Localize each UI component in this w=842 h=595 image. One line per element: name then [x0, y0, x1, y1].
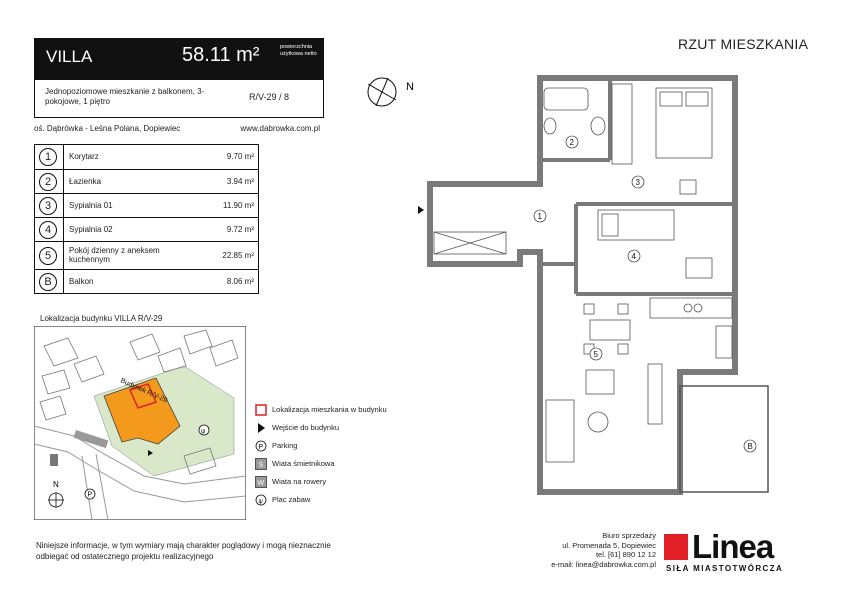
legend-label: Wiata śmietnikowa: [272, 459, 335, 468]
legend-label: Parking: [272, 441, 298, 450]
dining-set: [584, 304, 630, 354]
room-area: 22.85 m²: [222, 251, 254, 260]
legend-label: Wejście do budynku: [272, 423, 339, 432]
room-number: 4: [39, 221, 57, 239]
built-in-cabinets: [434, 232, 506, 254]
entrance-arrow-icon: [418, 206, 424, 214]
room-mark: 5: [593, 350, 598, 359]
legend-label: Plac zabaw: [272, 495, 311, 504]
linea-logo: [664, 530, 814, 578]
apartment-description: Jednopoziomowe mieszkanie z balkonem, 3-pokojowe, 1 piętro: [45, 87, 205, 106]
svg-text:W: W: [257, 480, 265, 487]
logo-red-square: [664, 534, 688, 560]
sales-office-email[interactable]: e-mail: linea@dabrowka.com.pl: [551, 559, 656, 569]
sales-office-label: Biuro sprzedaży: [602, 531, 656, 540]
entrance-arrow-icon: [255, 422, 267, 434]
legend-label: Lokalizacja mieszkania w budynku: [272, 405, 387, 414]
room-area: 8.06 m²: [226, 277, 254, 286]
svg-text:P: P: [258, 444, 264, 451]
room-area: 9.70 m²: [226, 152, 254, 161]
room-table: [34, 144, 259, 294]
kitchen-units: [650, 298, 732, 358]
apartment-type: VILLA: [46, 47, 93, 66]
room-name: Pokój dzienny z aneksem kuchennym: [69, 246, 160, 264]
sales-office-phone[interactable]: tel. [61] 890 12 12: [595, 550, 656, 559]
exterior-walls: [430, 78, 735, 492]
room-mark: B: [747, 442, 753, 451]
room-number: 5: [39, 247, 57, 265]
plan-north: N: [406, 81, 414, 93]
room-name: Sypialnia 01: [69, 201, 113, 210]
room-mark: 1: [537, 212, 542, 221]
room-area: 3.94 m²: [226, 177, 254, 186]
address: oś. Dąbrówka - Leśna Polana, Dopiewiec: [34, 124, 181, 133]
room-mark: 4: [631, 252, 636, 261]
apartment-area: 58.11 m²: [182, 44, 260, 66]
single-bed: [598, 210, 712, 278]
disclaimer: [36, 540, 416, 562]
north-compass-icon: [368, 78, 414, 106]
bike-shelter-icon: [255, 476, 267, 488]
disclaimer-line: Niniejsze informacje, w tym wymiary mają charakter poglądowy i mogą nieznacznie: [36, 541, 331, 550]
area-note: powierzchnia użytkowa netto: [280, 44, 317, 57]
logo-tagline: SIŁA MIASTOTWÓRCZA: [666, 564, 784, 573]
legend-label: Wiata na rowery: [272, 477, 327, 486]
room-area: 9.72 m²: [226, 225, 254, 234]
plan-title: RZUT MIESZKANIA: [678, 36, 809, 52]
floor-plan: [350, 64, 810, 504]
site-map-north: N: [53, 480, 59, 489]
svg-text:P: P: [87, 491, 93, 499]
room-number: 1: [39, 148, 57, 166]
room-mark: 3: [635, 178, 640, 187]
apartment-code: R/V-29 / 8: [249, 92, 290, 102]
sales-office-address: ul. Promenada 5, Dopiewiec: [562, 540, 656, 550]
room-row: [35, 241, 258, 269]
building-label: Budynek R/V-29: [119, 377, 169, 405]
site-map: [34, 326, 246, 520]
room-name: Balkon: [69, 277, 94, 286]
room-area: 11.90 m²: [223, 201, 254, 210]
svg-text:ψ: ψ: [258, 499, 263, 505]
website-link[interactable]: www.dabrowka.com.pl: [240, 124, 320, 133]
room-row: [35, 217, 258, 241]
logo-word: Linea: [692, 528, 774, 565]
svg-text:ψ: ψ: [201, 429, 206, 435]
room-row: [35, 193, 258, 217]
playground-circle-icon: [255, 494, 267, 506]
apartment-header: [34, 38, 324, 80]
room-row: [35, 169, 258, 193]
red-square-outline-icon: [255, 404, 267, 416]
room-name: Sypialnia 02: [69, 225, 113, 234]
room-row: [35, 269, 258, 293]
disclaimer-line: odbiegać od ostatecznego projektu realizacyjnego: [36, 552, 214, 561]
double-bed: [656, 88, 712, 194]
waste-shelter-icon: [255, 458, 267, 470]
room-name: Łazienka: [69, 177, 102, 186]
room-name: Korytarz: [69, 152, 99, 161]
parking-circle-icon: [255, 440, 267, 452]
balcony: [680, 386, 768, 492]
room-number: 3: [39, 197, 57, 215]
bathroom-fixtures: [544, 84, 632, 164]
sales-office-info: [520, 531, 656, 569]
site-map-title: Lokalizacja budynku VILLA R/V-29: [40, 314, 163, 323]
room-mark: 2: [569, 138, 574, 147]
svg-text:Ś: Ś: [258, 462, 264, 469]
apartment-description-box: [34, 80, 324, 118]
living-furniture: [546, 364, 662, 462]
room-number: B: [39, 273, 57, 291]
room-number: 2: [39, 173, 57, 191]
room-row: [35, 145, 258, 169]
